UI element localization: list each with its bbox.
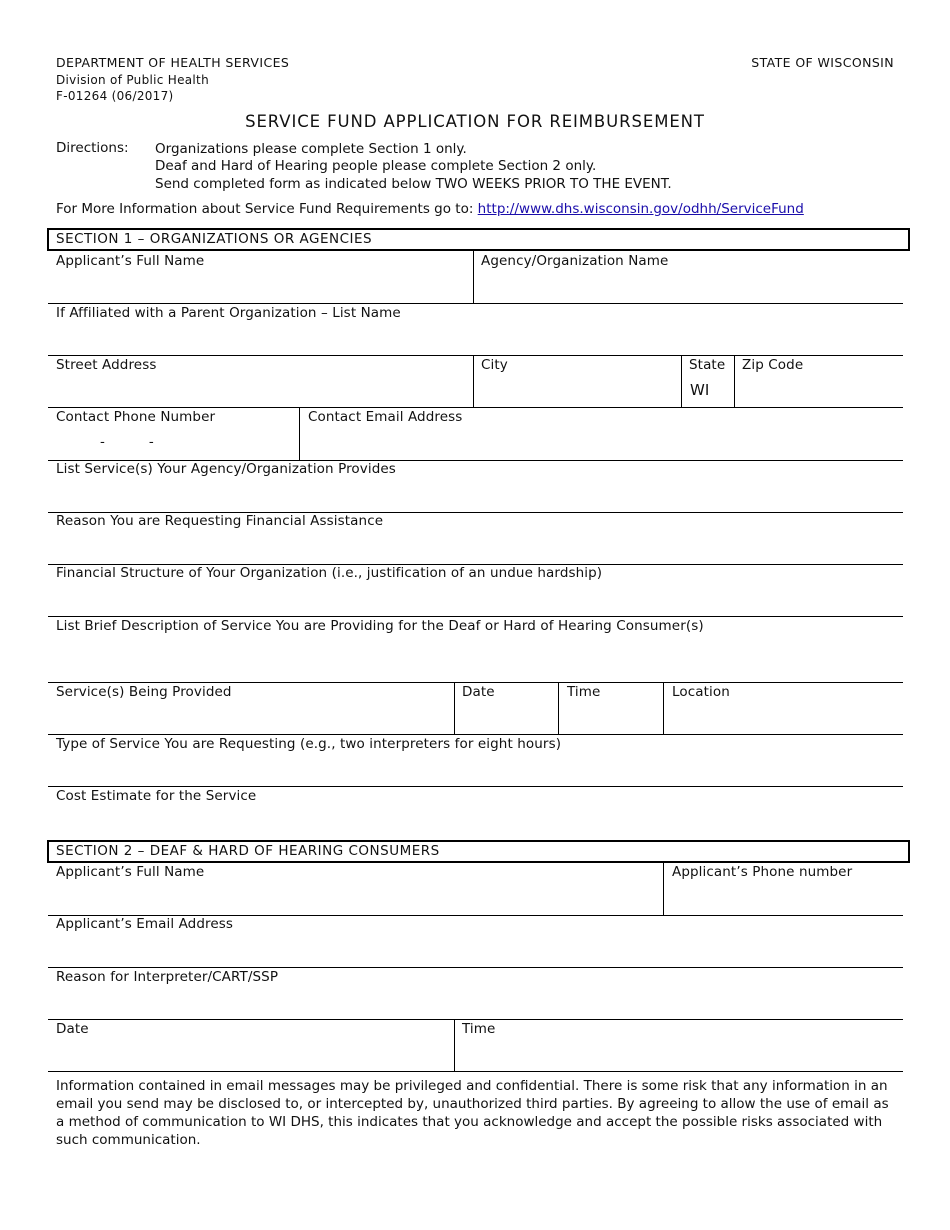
services-list-label: List Service(s) Your Agency/Organization Provides [56, 461, 396, 477]
row-divider [48, 786, 903, 787]
divider [299, 407, 300, 460]
s2-time-label: Time [462, 1021, 496, 1037]
more-info [56, 201, 804, 217]
street-address-label: Street Address [56, 357, 157, 373]
s2-phone-label: Applicant’s Phone number [672, 864, 853, 880]
directions-line-3: Send completed form as indicated below TWO WEEKS PRIOR TO THE EVENT. [155, 176, 672, 192]
email-disclaimer: Information contained in email messages may be privileged and confidential. There is some risk that any information in an email you send may be disclosed to, or intercepted by, unauthorized third parties. By agreeing to allow the use of email as a method of communication to WI DHS, this indicates that you acknowledge and accept the possible risks associated with such communication. [56, 1078, 889, 1148]
state-value[interactable]: WI [690, 381, 710, 399]
form-id: F-01264 (06/2017) [56, 89, 174, 103]
applicant-full-name-label: Applicant’s Full Name [56, 253, 205, 269]
row-divider [48, 303, 903, 304]
section-2-header: SECTION 2 – DEAF & HARD OF HEARING CONSUMERS [47, 840, 910, 863]
financial-structure-label: Financial Structure of Your Organization (i.e., justification of an undue hardship) [56, 565, 603, 581]
s2-date-label: Date [56, 1021, 89, 1037]
type-of-service-label: Type of Service You are Requesting (e.g., two interpreters for eight hours) [56, 736, 562, 752]
directions-line-2: Deaf and Hard of Hearing people please complete Section 2 only. [155, 158, 597, 174]
parent-org-label: If Affiliated with a Parent Organization – List Name [56, 305, 401, 321]
service-description-label: List Brief Description of Service You are Providing for the Deaf or Hard of Hearing Consumer(s) [56, 618, 704, 634]
zip-code-label: Zip Code [742, 357, 804, 373]
location-label: Location [672, 684, 730, 700]
divider [473, 250, 474, 303]
divider [454, 682, 455, 734]
s2-email-label: Applicant’s Email Address [56, 916, 234, 932]
divider [663, 862, 664, 915]
service-fund-link[interactable]: http://www.dhs.wisconsin.gov/odhh/ServiceFund [477, 201, 804, 217]
section-1-header: SECTION 1 – ORGANIZATIONS OR AGENCIES [47, 228, 910, 251]
reason-label: Reason You are Requesting Financial Assistance [56, 513, 384, 529]
row-divider [48, 355, 903, 356]
row-divider [48, 967, 903, 968]
state-name: STATE OF WISCONSIN [751, 55, 894, 70]
services-provided-label: Service(s) Being Provided [56, 684, 232, 700]
division-name: Division of Public Health [56, 73, 209, 87]
form-title: SERVICE FUND APPLICATION FOR REIMBURSEMENT [245, 112, 705, 131]
row-divider [48, 407, 903, 408]
s2-reason-label: Reason for Interpreter/CART/SSP [56, 969, 279, 985]
department-name: DEPARTMENT OF HEALTH SERVICES [56, 55, 290, 70]
directions-label: Directions: [56, 140, 129, 156]
divider [681, 355, 682, 407]
row-divider [48, 616, 903, 617]
directions-line-1: Organizations please complete Section 1 only. [155, 141, 467, 157]
divider [473, 355, 474, 407]
time-label: Time [567, 684, 601, 700]
cost-estimate-label: Cost Estimate for the Service [56, 788, 257, 804]
contact-email-label: Contact Email Address [308, 409, 463, 425]
agency-name-label: Agency/Organization Name [481, 253, 669, 269]
row-divider [48, 734, 903, 735]
divider [663, 682, 664, 734]
row-divider [48, 1019, 903, 1020]
phone-separators[interactable]: - - [100, 434, 154, 450]
date-label: Date [462, 684, 495, 700]
divider [454, 1019, 455, 1071]
divider [734, 355, 735, 407]
divider [558, 682, 559, 734]
state-label: State [689, 357, 726, 373]
more-info-text: For More Information about Service Fund Requirements go to: [56, 201, 478, 217]
s2-applicant-full-name-label: Applicant’s Full Name [56, 864, 205, 880]
row-divider [48, 682, 903, 683]
row-divider [48, 1071, 903, 1072]
city-label: City [481, 357, 508, 373]
contact-phone-label: Contact Phone Number [56, 409, 216, 425]
